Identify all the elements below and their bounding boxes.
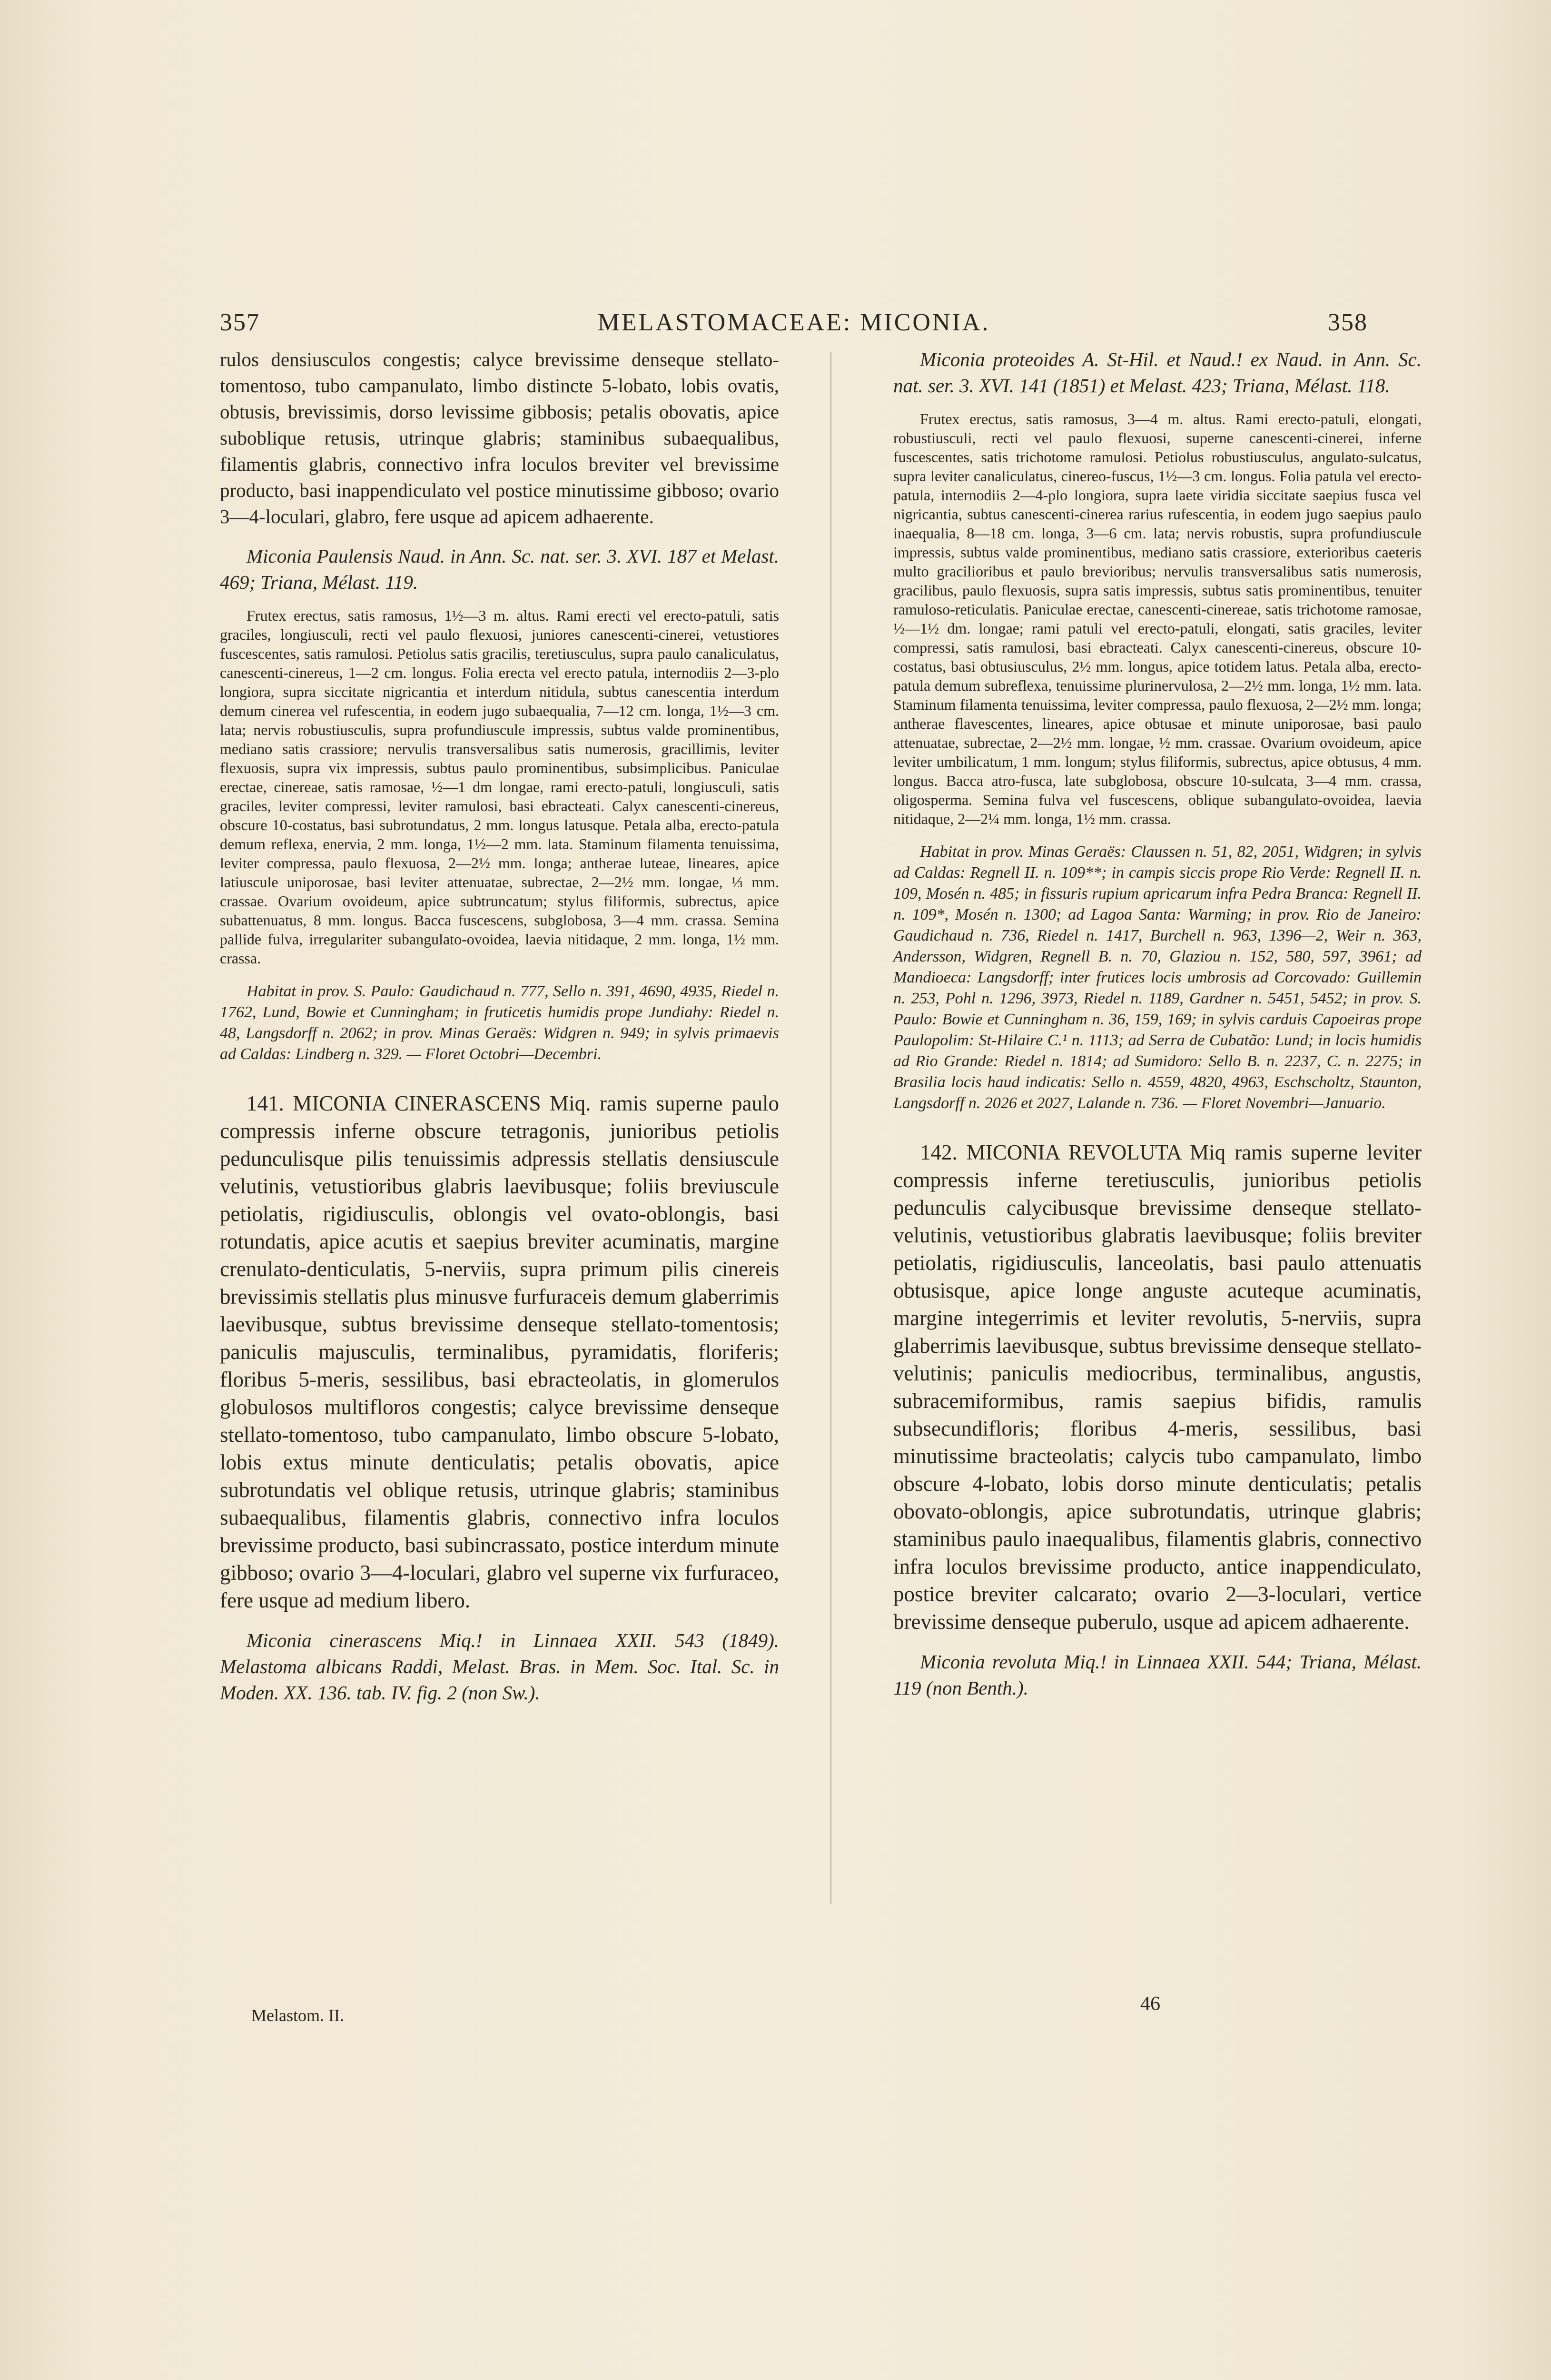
right-page-number: 358 <box>1327 309 1368 336</box>
running-title: MELASTOMACEAE: MICONIA. <box>597 309 990 336</box>
habitat-proteoides: Habitat in prov. Minas Geraës: Claussen n. 51, 82, 2051, Widgren; in sylvis ad Caldas: Regnell II. n. 109**; in campis siccis prope Rio Verde: Regnell II. n. 109, Mosén n. 485; in fissuris rupium apricarum infra Pedra Branca: Regnell II. n. 109*, Mosén n. 1300; ad Lagoa Santa: Warming; in prov. Rio de Janeiro: Gaudichaud n. 736, Riedel n. 1417, Burchell n. 963, 1396—2, Weir n. 363, Andersson, Widgren, Regnell B. n. 70, Glaziou n. 152, 580, 597, 3961; ad Mandioeca: Langsdorff; inter frutices locis umbrosis ad Corcovado: Guillemin n. 253, Pohl n. 1296, 3973, Riedel n. 1189, Gardner n. 5451, 5452; in prov. S. Paulo: Bowie et Cunningham n. 36, 159, 169; in sylvis carduis Capoeiras prope Paulopolim: St-Hilaire C.¹ n. 1113; ad Serra de Cubatão: Lund; in locis humidis ad Rio Grande: Riedel n. 1814; ad Sumidoro: Sello B. n. 2237, C. n. 2275; in Brasilia locis haud indicatis: Sello n. 4559, 4820, 4963, Eschscholtz, Staunton, Langsdorff n. 2026 et 2027, Lalande n. 736. — Floret Novembri—Januario. <box>893 843 1422 1112</box>
citation-paulensis: Miconia Paulensis Naud. in Ann. Sc. nat. ser. 3. XVI. 187 et Melast. 469; Triana, Mélast. 119. <box>220 545 779 593</box>
sheet-number: 46 <box>1140 1993 1160 2015</box>
description-proteoides: Frutex erectus, satis ramosus, 3—4 m. altus. Rami erecto-patuli, elongati, robustiusculi, recti vel paulo flexuosi, superne canescenti-cinerei, inferne fuscescentes, satis trichotome ramulosi. Petiolus robustiusculus, angulato-sulcatus, supra leviter canaliculatus, cinereo-fuscus, 1½—3 cm. longus. Folia patula vel erecto-patula, internodiis 2—4-plo longiora, supra laete viridia siccitate saepius fusca vel nigricantia, subtus canescenti-cinerea rarius rufescentia, in eodem jugo saepius paulo inaequalia, 8—18 cm. longa, 3—6 cm. lata; nervis robustis, supra profundiuscule impressis, subtus valde prominentibus, mediano satis crassiore, exterioribus caeteris multo gracilioribus et paulo brevioribus; nervulis transversalibus satis numerosis, gracilibus, paulo flexuosis, supra satis impressis, subtus satis prominentibus, tenuiter ramuloso-reticulatis. Paniculae erectae, canescenti-cinereae, satis trichotome ramosae, ½—1½ dm. longae; rami patuli vel erecto-patuli, elongati, satis graciles, leviter compressi, satis ramulosi, basi ebracteati. Calyx canescenti-cinereus, obscure 10-costatus, basi obtusiusculus, 2½ mm. longus, apice totidem latus. Petala alba, erecto-patula demum subreflexa, tenuissime plurinervulosa, 2—2½ mm. longa, 1½ mm. lata. Staminum filamenta tenuissima, leviter compressa, paulo flexuosa, 2—2½ mm. longa; antherae flavescentes, lineares, apice obtusae et minute uniporosae, basi paulo attenuatae, subrectae, 2—2½ mm. longae, ½ mm. crassae. Ovarium ovoideum, apice leviter umbilicatum, 1 mm. longum; stylus filiformis, subrectus, apice obtusus, 4 mm. longus. Bacca atro-fusca, late subglobosa, obscure 10-sulcata, 3—4 mm. crassa, oligosperma. Semina fulva vel fuscescens, oblique subangulato-ovoidea, laevia nitidaque, 2—2¼ mm. longa, 1½ mm. crassa. <box>893 410 1422 827</box>
species-141-diagnosis: 141. MICONIA CINERASCENS Miq. ramis superne paulo compressis inferne obscure tetragonis, junioribus petiolis pedunculisque pilis tenuissimis adpressis stellatis densiuscule velutinis, vetustioribus glabris laevibusque; foliis breviuscule petiolatis, rigidiusculis, oblongis vel ovato-oblongis, basi rotundatis, apice acutis et saepius breviter acuminatis, margine crenulato-denticulatis, 5-nerviis, supra primum pilis cinereis brevissimis stellatis plus minusve furfuraceis demum glaberrimis laevibusque, subtus brevissime denseque stellato-tomentosis; paniculis majusculis, terminalibus, pyramidatis, floriferis; floribus 5-meris, sessilibus, basi ebracteolatis, in glomerulos globulosos multifloros congestis; calyce brevissime denseque stellato-tomentoso, tubo campanulato, limbo obscure 5-lobato, lobis extus minute denticulatis; petalis obovatis, apice subrotundatis vel oblique retusis, utrinque glabris; staminibus subaequalibus, filamentis glabris, connectivo infra loculos brevissime producto, basi subincrassato, postice interdum minute gibboso; ovario 3—4-loculari, glabro vel superne vix furfuraceo, fere usque ad medium libero. <box>220 1091 779 1612</box>
description-paulensis: Frutex erectus, satis ramosus, 1½—3 m. altus. Rami erecti vel erecto-patuli, satis graciles, longiusculi, recti vel paulo flexuosi, juniores canescenti-cinerei, vetustiores fuscescentes, satis ramulosi. Petiolus satis gracilis, teretiusculus, supra paulo canaliculatus, canescenti-cinereus, 1—2 cm. longus. Folia erecta vel erecto patula, internodiis 2—3-plo longiora, supra siccitate nigricantia et interdum nitidula, subtus canescentia interdum demum cinerea vel rufescentia, in eodem jugo subaequalia, 7—12 cm. longa, 1½—3 cm. lata; nervis robustiusculis, supra profundiuscule impressis, subtus valde prominentibus, mediano satis crassiore; nervulis transversalibus satis numerosis, gracillimis, leviter flexuosis, supra vix impressis, subtus paulo prominentibus, subsimplicibus. Paniculae erectae, cinereae, satis ramosae, ½—1 dm longae, rami erecto-patuli, longiusculi, satis graciles, leviter compressi, leviter ramulosi, basi ebracteati. Calyx canescenti-cinereus, obscure 10-costatus, basi subrotundatus, 2 mm. longus latusque. Petala alba, erecto-patula demum reflexa, enervia, 2 mm. longa, 1½—2 mm. lata. Staminum filamenta tenuissima, leviter compressa, paulo flexuosa, 2—2½ mm. longa; antherae luteae, lineares, apice latiuscule uniporosae, basi leviter attenuatae, subrectae, 2—2½ mm. longae, ⅓ mm. crassae. Ovarium ovoideum, apice subtruncatum; stylus filiformis, subrectus, apice subattenuatus, 8 mm. longus. Bacca fuscescens, subglobosa, 3—4 mm. crassa. Semina pallide fulva, irregulariter subangulato-ovoidea, laevia nitidaque, 2 mm. longa, 1½ mm. crassa. <box>220 607 779 967</box>
running-head <box>220 308 1368 337</box>
column-divider <box>830 352 831 1904</box>
citation-revoluta: Miconia revoluta Miq.! in Linnaea XXII. 544; Triana, Mélast. 119 (non Benth.). <box>893 1651 1422 1699</box>
species-continuation: rulos densiusculos congestis; calyce brevissime denseque stellato-tomentoso, tubo campanulato, limbo distincte 5-lobato, lobis ovatis, obtusis, brevissimis, dorso levissime gibbosis; petalis obovatis, apice suboblique retusis, utrinque glabris; staminibus subaequalibus, filamentis glabris, connectivo infra loculos breviter vel brevissime producto, basi inappendiculato vel postice minutissime gibboso; ovario 3—4-loculari, glabro, fere usque ad apicem adhaerente. <box>220 348 779 527</box>
citation-cinerascens: Miconia cinerascens Miq.! in Linnaea XXII. 543 (1849). Melastoma albicans Raddi, Melast. Bras. in Mem. Soc. Ital. Sc. in Moden. XX. 136. tab. IV. fig. 2 (non Sw.). <box>220 1629 779 1704</box>
citation-proteoides: Miconia proteoides A. St-Hil. et Naud.! ex Naud. in Ann. Sc. nat. ser. 3. XVI. 141 (1851) et Melast. 423; Triana, Mélast. 118. <box>893 348 1422 397</box>
left-column <box>220 347 779 1706</box>
left-page-number: 357 <box>220 309 260 336</box>
habitat-paulensis: Habitat in prov. S. Paulo: Gaudichaud n. 777, Sello n. 391, 4690, 4935, Riedel n. 1762, Lund, Bowie et Cunningham; in fruticetis humidis prope Jundiahy: Riedel n. 48, Langsdorff n. 2062; in prov. Minas Geraës: Widgren n. 949; in sylvis primaevis ad Caldas: Lindberg n. 329. — Floret Octobri—Decembri. <box>220 982 779 1063</box>
right-column <box>893 347 1422 1701</box>
species-142-diagnosis: 142. MICONIA REVOLUTA Miq ramis superne leviter compressis inferne teretiusculis, junioribus petiolis pedunculis calycibusque brevissime denseque stellato-velutinis, vetustioribus glabratis laevibusque; foliis breviter petiolatis, rigidiusculis, lanceolatis, basi paulo attenuatis obtusisque, apice longe anguste acuteque acuminatis, margine integerrimis et leviter revolutis, 5-nerviis, supra glaberrimis laevibusque, subtus brevissime denseque stellato-velutinis; paniculis mediocribus, terminalibus, angustis, subracemiformibus, ramis saepius bifidis, ramulis subsecundifloris; floribus 4-meris, sessilibus, basi minutissime bracteolatis; calycis tubo campanulato, limbo obscure 4-lobato, lobis dorso minute denticulatis; petalis obovato-oblongis, apice subrotundatis, utrinque glabris; staminibus paulo inaequalibus, filamentis glabris, connectivo infra loculos brevissime producto, antice inappendiculato, postice breviter calcarato; ovario 2—3-loculari, vertice brevissime denseque puberulo, usque ad apicem adhaerente. <box>893 1140 1422 1634</box>
signature-mark: Melastom. II. <box>251 2006 344 2025</box>
